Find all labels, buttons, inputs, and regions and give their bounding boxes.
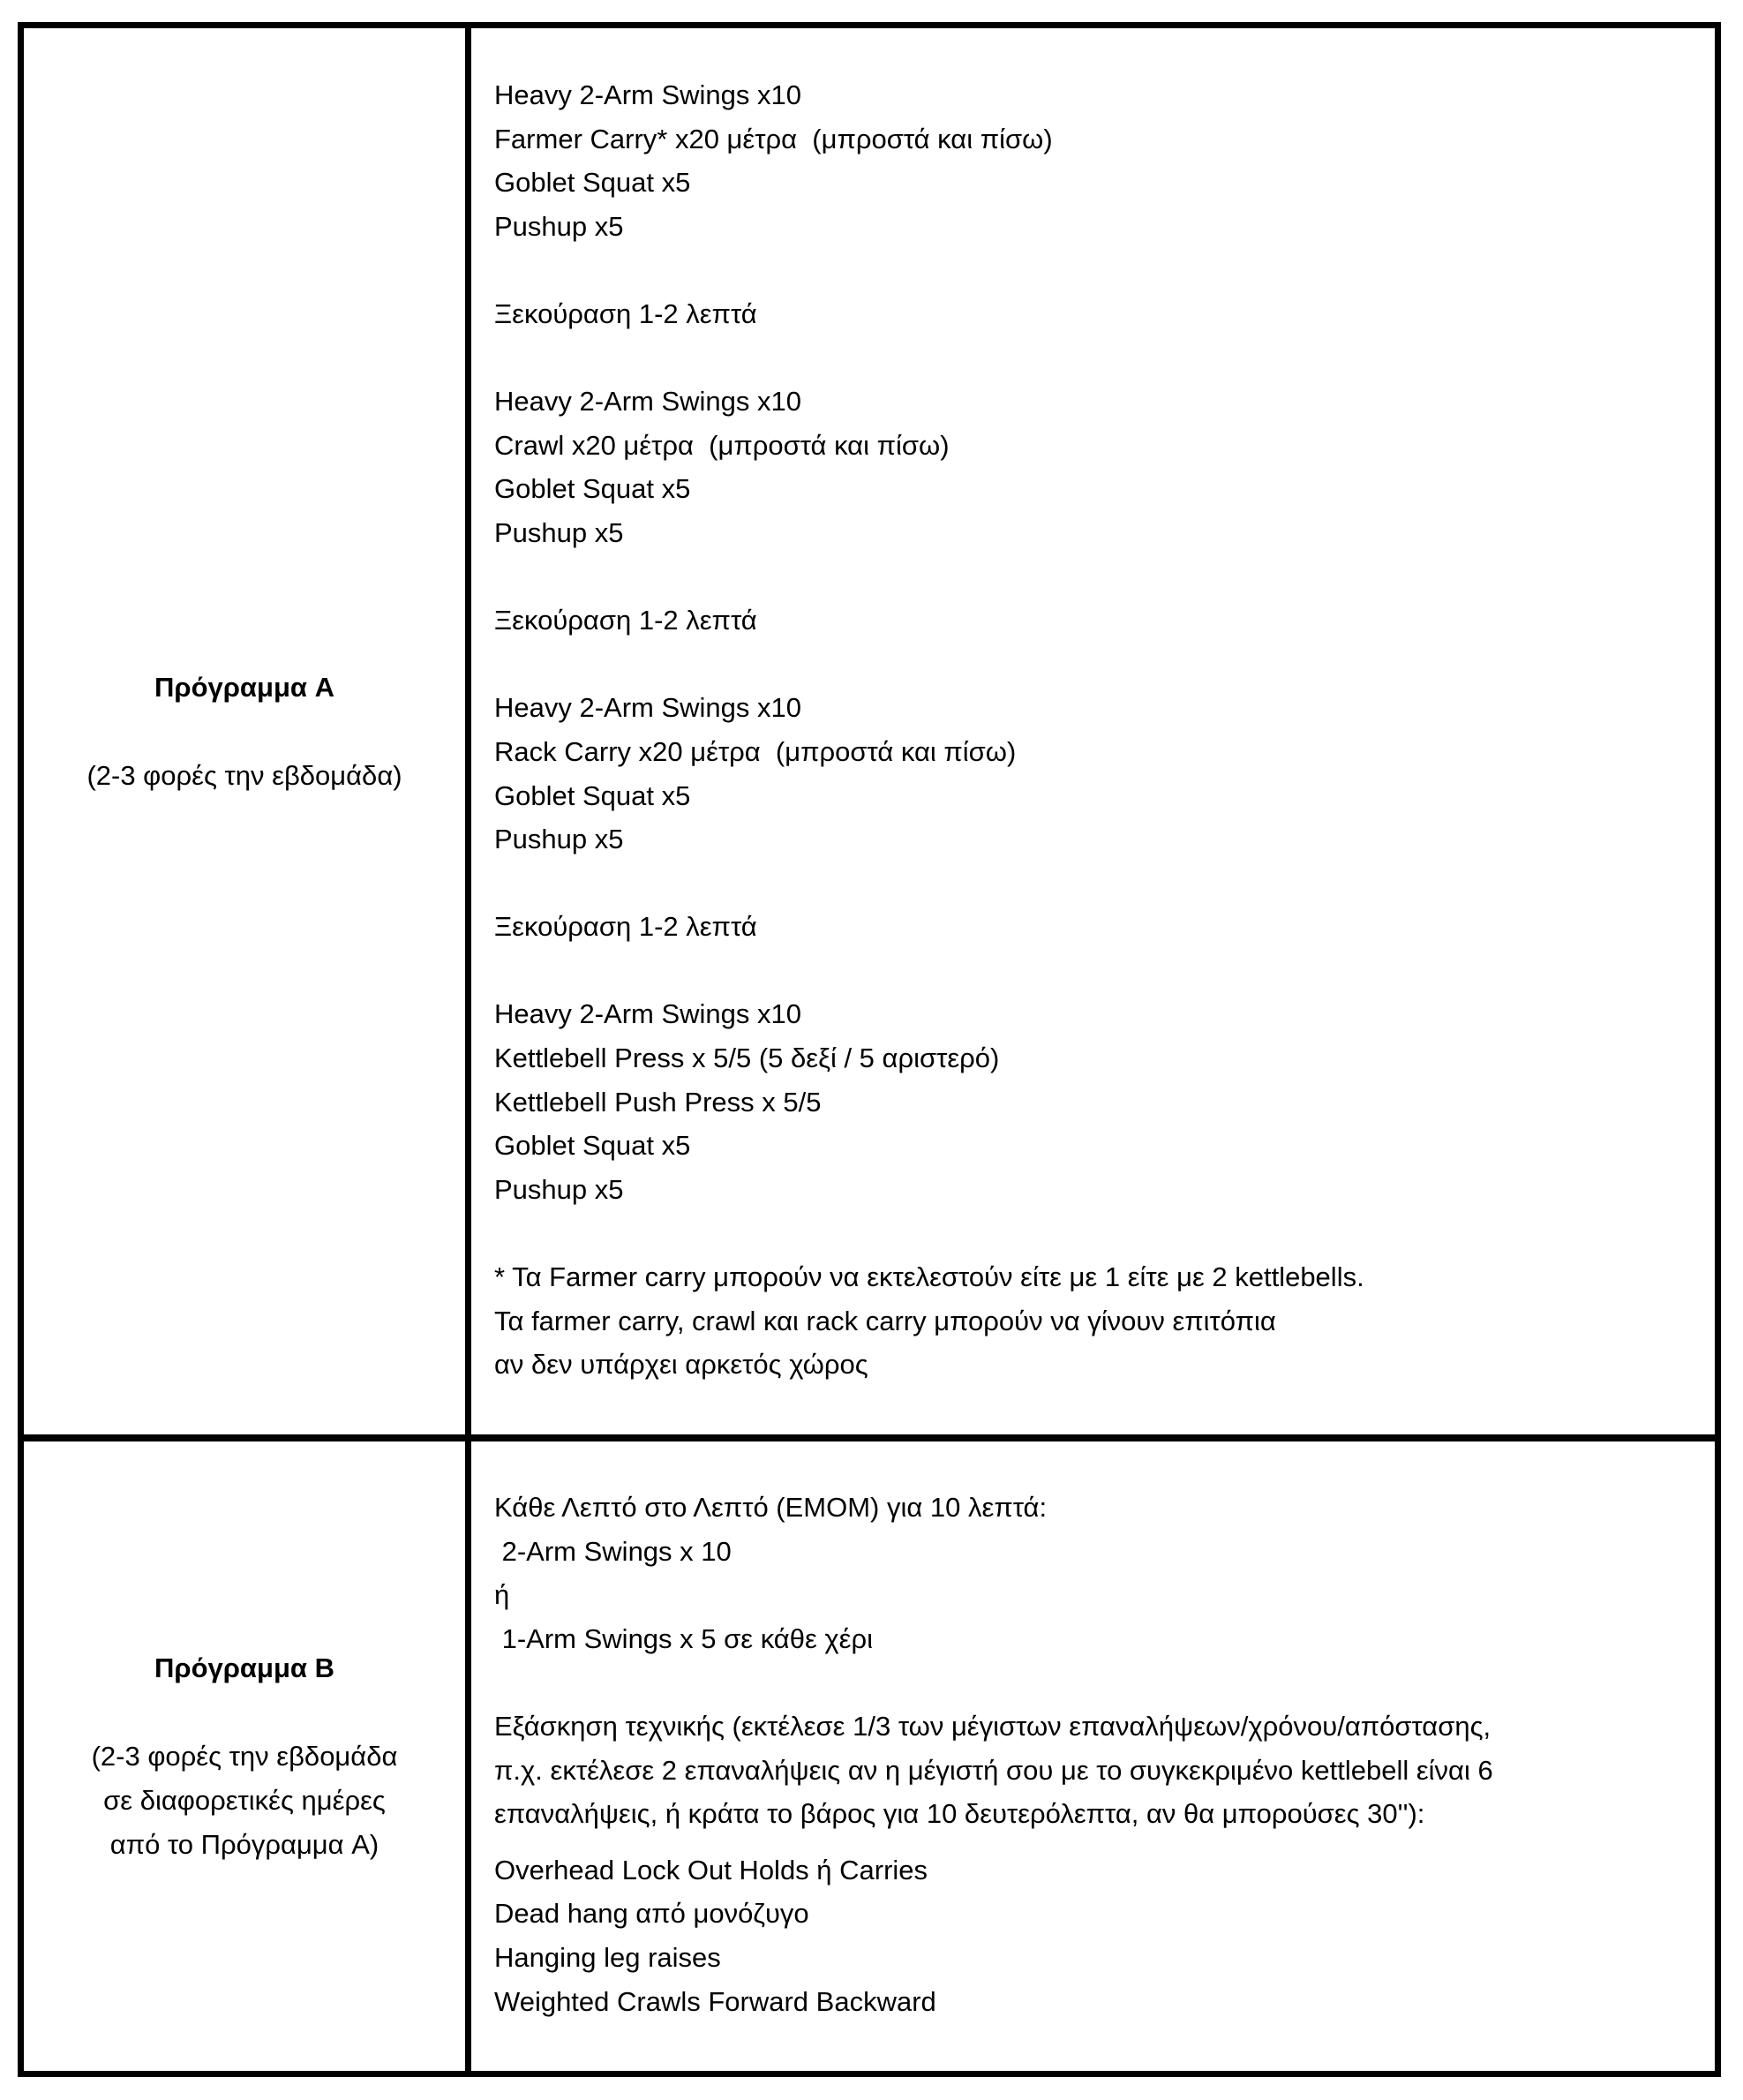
technique-line: π.χ. εκτέλεσε 2 επαναλήψεις αν η μέγιστή σου με το συγκεκριμένο kettlebell είναι 6 (494, 1754, 1493, 1786)
rest-line: Ξεκούραση 1-2 λεπτά (494, 911, 757, 943)
exercise-line: Farmer Carry* x20 μέτρα (μπροστά και πίσω) (494, 123, 1053, 154)
exercise-line: Goblet Squat x5 (494, 1130, 691, 1162)
emom-line: 2-Arm Swings x 10 (494, 1535, 732, 1567)
rest-line: Ξεκούραση 1-2 λεπτά (494, 297, 757, 329)
exercise-line: Pushup x5 (494, 516, 624, 548)
exercise-line: Crawl x20 μέτρα (μπροστά και πίσω) (494, 429, 950, 461)
note-line: * Τα Farmer carry μπορούν να εκτελεστούν είτε με 1 είτε με 2 kettlebells. (494, 1261, 1364, 1293)
program-a-frequency: (2-3 φορές την εβδομάδα) (86, 759, 402, 791)
program-a-content-cell (494, 73, 1697, 1387)
row-divider (24, 1434, 1715, 1441)
exercise-line: Goblet Squat x5 (494, 779, 691, 811)
emom-line: 1-Arm Swings x 5 σε κάθε χέρι (494, 1622, 874, 1654)
emom-line: ή (494, 1579, 510, 1611)
program-b-title: Πρόγραμμα B (154, 1652, 334, 1683)
exercise-line: Pushup x5 (494, 824, 624, 855)
column-divider (465, 28, 471, 2071)
program-a-label-cell (24, 28, 465, 1434)
technique-line: Εξάσκηση τεχνικής (εκτέλεσε 1/3 των μέγιστων επαναλήψεων/χρόνου/απόστασης, (494, 1710, 1491, 1742)
program-b-frequency-line: σε διαφορετικές ημέρες (103, 1784, 386, 1816)
note-line: αν δεν υπάρχει αρκετός χώρος (494, 1349, 868, 1381)
program-table (18, 22, 1721, 2077)
exercise-line: Heavy 2-Arm Swings x10 (494, 79, 802, 110)
note-line: Τα farmer carry, crawl και rack carry μπορούν να γίνουν επιτόπια (494, 1305, 1276, 1336)
program-b-label-cell (24, 1441, 465, 2071)
program-b-frequency-line: (2-3 φορές την εβδομάδα (91, 1740, 398, 1772)
exercise-line: Heavy 2-Arm Swings x10 (494, 998, 802, 1030)
exercise-line: Kettlebell Push Press x 5/5 (494, 1086, 822, 1118)
exercise-line: Kettlebell Press x 5/5 (5 δεξί / 5 αριστερό) (494, 1042, 1000, 1074)
emom-line: Κάθε Λεπτό στο Λεπτό (EMOM) για 10 λεπτά: (494, 1492, 1048, 1523)
exercise-line: Overhead Lock Out Holds ή Carries (494, 1854, 928, 1885)
program-a-title: Πρόγραμμα A (154, 671, 334, 703)
technique-line: επαναλήψεις, ή κράτα το βάρος για 10 δευτερόλεπτα, αν θα μπορούσες 30''): (494, 1798, 1425, 1830)
exercise-line: Pushup x5 (494, 210, 624, 242)
exercise-line: Goblet Squat x5 (494, 167, 691, 199)
exercise-line: Goblet Squat x5 (494, 473, 691, 505)
exercise-line: Rack Carry x20 μέτρα (μπροστά και πίσω) (494, 735, 1017, 767)
rest-line: Ξεκούραση 1-2 λεπτά (494, 605, 757, 636)
exercise-line: Pushup x5 (494, 1173, 624, 1205)
exercise-line: Heavy 2-Arm Swings x10 (494, 692, 802, 724)
program-b-content-cell (494, 1486, 1697, 2023)
exercise-line: Heavy 2-Arm Swings x10 (494, 386, 802, 418)
program-b-frequency-line: από το Πρόγραμμα A) (109, 1828, 379, 1860)
exercise-line: Weighted Crawls Forward Backward (494, 1985, 936, 2017)
exercise-line: Dead hang από μονόζυγο (494, 1898, 809, 1930)
exercise-line: Hanging leg raises (494, 1941, 721, 1973)
